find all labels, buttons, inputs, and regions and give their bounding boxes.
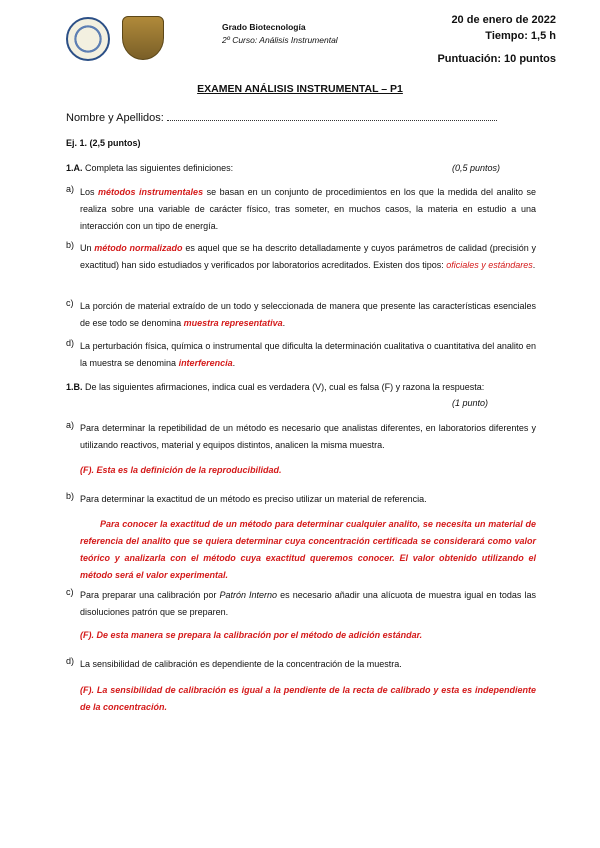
- item-1b-a: [66, 420, 536, 454]
- item-1b-b-answer: Para conocer la exactitud de un método para determinar cualquier analito, se necesita un material de referencia del analito que se quiera determinar cuya concentración certificada se considerará como valor teórico y analizarla con el método cuya exactitud queremos conocer. El valor obtenido utilizando el método será el valor experimental.: [80, 519, 536, 580]
- program-name: Grado Biotecnología: [222, 22, 306, 32]
- item-question: [80, 587, 536, 621]
- item-1a-d: [66, 338, 536, 372]
- item-text: [80, 338, 536, 372]
- item-question: La sensibilidad de calibración es dependiente de la concentración de la muestra.: [80, 659, 402, 669]
- item-text-part: .: [532, 260, 536, 270]
- item-text-part: se basan en un conjunto de procedimientos en los que la medida del analito se realiza sobre una variable de carácter físico, tras someter, en muchos casos, la materia en estudio a una interacción con un tipo de energía.: [80, 187, 537, 231]
- item-label: a): [66, 184, 75, 194]
- item-text-italic: Patrón Interno: [219, 590, 278, 600]
- section-1b-points: (1 punto): [452, 398, 489, 408]
- answer-highlight: interferencia: [178, 358, 233, 368]
- item-1b-a-answer: (F). Esta es la definición de la reproducibilidad.: [80, 465, 282, 475]
- item-1a-c: [66, 298, 536, 332]
- answer-highlight: métodos instrumentales: [98, 187, 204, 197]
- section-1a-heading: [66, 163, 233, 173]
- item-label: c): [66, 587, 74, 597]
- item-text: [80, 298, 536, 332]
- item-text-part: es aquel que se ha descrito detalladamente y cuyos parámetros de calidad (precisión y exactitud) han sido estudiados y verificados por laboratorios acreditados. Existen dos tipos:: [80, 243, 536, 270]
- item-text-part: .: [282, 318, 286, 328]
- course-name: 2º Curso: Análisis Instrumental: [222, 35, 338, 45]
- item-1b-d-answer: (F). La sensibilidad de calibración es igual a la pendiente de la recta de calibrado y esta es independiente de la concentración.: [80, 685, 536, 712]
- item-1b-d: [66, 656, 536, 673]
- item-label: d): [66, 656, 75, 666]
- name-line: [66, 110, 497, 124]
- item-text-part: .: [232, 358, 236, 368]
- name-dotted-field: [167, 110, 497, 121]
- item-text-part: Para preparar una calibración por: [80, 590, 220, 600]
- item-1a-b: [66, 240, 536, 274]
- section-1a-prompt: Completa las siguientes definiciones:: [85, 163, 234, 173]
- item-1b-b: [66, 491, 536, 508]
- section-1b-label: 1.B.: [66, 382, 83, 392]
- item-text-part: La perturbación física, química o instrumental que dificulta la determinación cualitativa o cuantitativa del analito en la muestra se denomina: [80, 341, 536, 368]
- item-text-part: La porción de material extraído de un todo y seleccionada de manera que presente las características esenciales de ese todo se denomina: [80, 301, 536, 328]
- item-label: b): [66, 491, 75, 501]
- section-1a-label: 1.A.: [66, 163, 83, 173]
- item-1b-c-answer: (F). De esta manera se prepara la calibración por el método de adición estándar.: [80, 630, 423, 640]
- exam-title: EXAMEN ANÁLISIS INSTRUMENTAL – P1: [197, 83, 403, 95]
- item-text-part: Un: [80, 243, 95, 253]
- item-1b-c: [66, 587, 536, 621]
- faculty-crest-logo: [122, 16, 164, 60]
- answer-highlight: muestra representativa: [183, 318, 283, 328]
- exercise-1-heading: Ej. 1. (2,5 puntos): [66, 138, 141, 148]
- answer-highlight: método normalizado: [94, 243, 183, 253]
- item-text-part: es necesario añadir una alícuota de muestra igual en todas las disoluciones patrón que se preparen.: [80, 590, 536, 617]
- item-label: a): [66, 420, 75, 430]
- item-1a-a: [66, 184, 536, 235]
- item-text: [80, 184, 536, 235]
- item-question: Para determinar la exactitud de un método es preciso utilizar un material de referencia.: [80, 494, 427, 504]
- exam-score: Puntuación: 10 puntos: [437, 53, 556, 65]
- university-seal-logo: [66, 17, 110, 61]
- item-label: b): [66, 240, 75, 250]
- name-label: Nombre y Apellidos:: [66, 112, 164, 124]
- exam-time: Tiempo: 1,5 h: [485, 30, 556, 42]
- section-1a-points: (0,5 puntos): [452, 163, 501, 173]
- exam-date: 20 de enero de 2022: [451, 14, 556, 26]
- item-question: Para determinar la repetibilidad de un método es necesario que analistas diferentes, en laboratorios diferentes y utilizando reactivos, material y equipos distintos, analicen la misma muestra.: [80, 423, 536, 450]
- item-text-part: Los: [80, 187, 99, 197]
- item-text: [80, 240, 536, 274]
- answer-highlight: oficiales y estándares: [446, 260, 533, 270]
- item-label: c): [66, 298, 74, 308]
- section-1b-prompt: De las siguientes afirmaciones, indica cual es verdadera (V), cual es falsa (F) y razona la respuesta:: [85, 382, 485, 392]
- section-1b-heading: [66, 379, 536, 396]
- item-label: d): [66, 338, 75, 348]
